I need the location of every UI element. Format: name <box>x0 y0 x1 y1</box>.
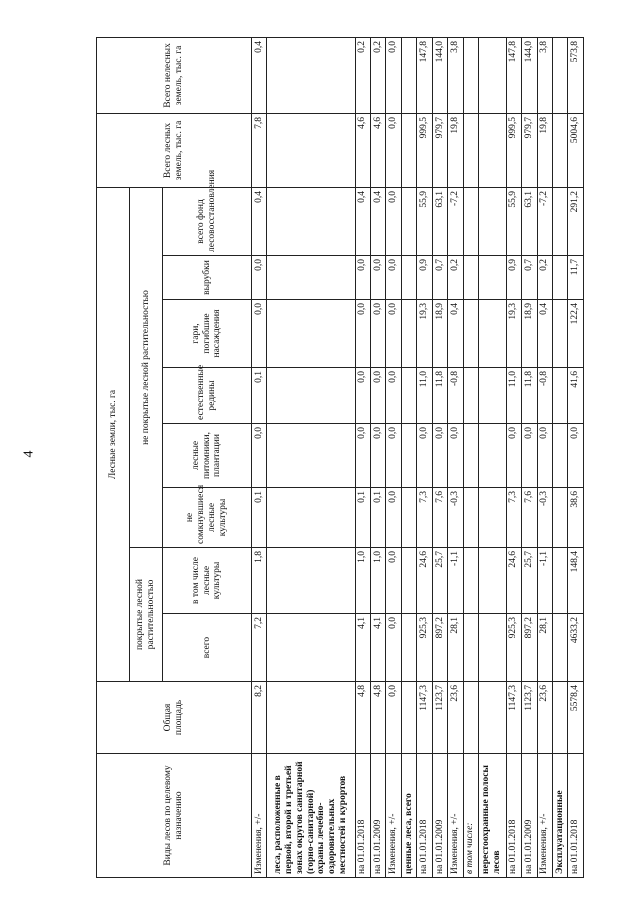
table-cell <box>267 256 355 300</box>
header-covered-all: всего <box>163 614 252 682</box>
table-cell <box>463 300 478 368</box>
table-cell: 0,0 <box>417 424 432 488</box>
table-cell: 979,7 <box>522 113 537 187</box>
table-cell: 0,0 <box>371 256 386 300</box>
table-cell: 63,1 <box>522 187 537 255</box>
table-cell <box>267 368 355 424</box>
header-nurseries: лесные питомники, плантации <box>163 424 252 488</box>
table-cell: 0,0 <box>386 614 401 682</box>
table-cell: 0,0 <box>386 113 401 187</box>
header-cuttings: вырубки <box>163 256 252 300</box>
row-label: Изменения, +/- <box>386 754 401 878</box>
table-cell <box>401 256 416 300</box>
table-cell <box>463 488 478 548</box>
table-cell: 0,4 <box>537 300 552 368</box>
table-cell: 144,0 <box>522 37 537 113</box>
table-cell <box>479 256 507 300</box>
table-row <box>371 37 386 877</box>
table-header <box>97 37 252 877</box>
table-cell: 0,1 <box>355 488 370 548</box>
table-row <box>522 37 537 877</box>
table-cell <box>552 424 567 488</box>
table-cell: 63,1 <box>432 187 447 255</box>
table-cell: 999,5 <box>506 113 521 187</box>
row-label: Изменения, +/- <box>448 754 463 878</box>
table-cell: 1,8 <box>252 548 267 614</box>
row-label: на 01.01.2018 <box>506 754 521 878</box>
table-cell: 0,0 <box>386 300 401 368</box>
table-row <box>417 37 432 877</box>
table-cell: 23,6 <box>537 682 552 754</box>
table-cell <box>552 548 567 614</box>
table-cell <box>552 300 567 368</box>
row-label: нерестоохранные полосы лесов <box>479 754 507 878</box>
table-cell: 0,0 <box>371 300 386 368</box>
table-cell <box>463 682 478 754</box>
table-cell: 11,8 <box>522 368 537 424</box>
table-cell: 0,7 <box>432 256 447 300</box>
table-cell: 18,9 <box>522 300 537 368</box>
table-cell <box>267 424 355 488</box>
table-cell: 0,0 <box>432 424 447 488</box>
table-cell: 0,0 <box>537 424 552 488</box>
table-cell: 19,3 <box>506 300 521 368</box>
table-cell: 0,0 <box>386 488 401 548</box>
table-cell <box>463 548 478 614</box>
table-cell <box>479 187 507 255</box>
row-label: леса, расположенные в первой, второй и третьей зонах округов санитарной (горно-санитарной) охраны лечебно-оздоровительных местностей и курортов <box>267 754 355 878</box>
table-cell <box>479 368 507 424</box>
table-cell: 897,2 <box>432 614 447 682</box>
table-cell <box>552 37 567 113</box>
table-cell: 41,6 <box>568 368 584 424</box>
table-cell: 0,9 <box>417 256 432 300</box>
table-cell: 0,0 <box>568 424 584 488</box>
table-cell <box>479 548 507 614</box>
table-cell: -0,8 <box>448 368 463 424</box>
table-cell <box>267 614 355 682</box>
table-cell: 4,6 <box>355 113 370 187</box>
header-forest-lands: Лесные земли, тыс. га <box>97 187 130 681</box>
header-natural-sparse: естественные редины <box>163 368 252 424</box>
table-cell: 0,1 <box>252 488 267 548</box>
table-cell <box>401 368 416 424</box>
table-cell: 55,9 <box>506 187 521 255</box>
table-cell: 573,8 <box>568 37 584 113</box>
table-cell: 1,0 <box>371 548 386 614</box>
header-forest-type: Виды лесов по целевому назначению <box>97 754 252 878</box>
table-cell <box>267 37 355 113</box>
table-cell <box>267 682 355 754</box>
table-cell: -7,2 <box>537 187 552 255</box>
table-cell <box>463 424 478 488</box>
table-cell <box>552 256 567 300</box>
table-cell: 7,3 <box>506 488 521 548</box>
table-cell <box>463 368 478 424</box>
table-cell <box>552 488 567 548</box>
header-covered-cultures: в том числе лесные культуры <box>163 548 252 614</box>
table-cell: 0,1 <box>371 488 386 548</box>
table-cell: 5004,6 <box>568 113 584 187</box>
table-cell: 28,1 <box>537 614 552 682</box>
table-cell: 25,7 <box>522 548 537 614</box>
table-cell: 0,4 <box>355 187 370 255</box>
table-row <box>552 37 567 877</box>
table-cell: 897,2 <box>522 614 537 682</box>
table-cell <box>552 187 567 255</box>
table-cell: 3,8 <box>537 37 552 113</box>
table-cell: 0,0 <box>355 300 370 368</box>
page-number: 4 <box>21 450 37 458</box>
table-cell: 0,4 <box>252 37 267 113</box>
row-label: на 01.01.2018 <box>417 754 432 878</box>
table-cell: 147,8 <box>506 37 521 113</box>
table-cell <box>479 424 507 488</box>
table-cell: 4,8 <box>355 682 370 754</box>
rotated-table-wrapper <box>96 38 584 878</box>
table-cell <box>401 488 416 548</box>
header-burnt: гари, погибшие насаждения <box>163 300 252 368</box>
table-row <box>506 37 521 877</box>
header-not-covered: не покрытые лесной растительностью <box>130 187 163 547</box>
table-cell <box>401 300 416 368</box>
table-cell: 0,2 <box>448 256 463 300</box>
table-cell: 0,0 <box>386 37 401 113</box>
table-row <box>448 37 463 877</box>
table-cell: 1123,7 <box>522 682 537 754</box>
row-label: в том числе: <box>463 754 478 878</box>
table-cell: 7,6 <box>522 488 537 548</box>
table-cell <box>552 682 567 754</box>
table-cell: 11,0 <box>417 368 432 424</box>
table-cell: 0,9 <box>506 256 521 300</box>
table-cell <box>463 37 478 113</box>
header-forest-total: Всего лесных земель, тыс. га <box>97 113 252 187</box>
table-cell <box>463 113 478 187</box>
table-cell: 144,0 <box>432 37 447 113</box>
table-row <box>479 37 507 877</box>
table-cell: 0,0 <box>448 424 463 488</box>
table-cell <box>267 548 355 614</box>
table-row <box>432 37 447 877</box>
table-cell: 0,0 <box>522 424 537 488</box>
table-cell: 147,8 <box>417 37 432 113</box>
table-row <box>568 37 584 877</box>
table-cell <box>552 614 567 682</box>
table-cell <box>401 187 416 255</box>
table-row <box>252 37 267 877</box>
table-cell: 0,0 <box>386 256 401 300</box>
row-label: на 01.01.2009 <box>371 754 386 878</box>
table-cell: 0,0 <box>371 424 386 488</box>
table-cell: 7,2 <box>252 614 267 682</box>
table-cell: 291,2 <box>568 187 584 255</box>
table-cell: 11,8 <box>432 368 447 424</box>
table-cell: 0,0 <box>506 424 521 488</box>
table-cell: 148,4 <box>568 548 584 614</box>
table-cell: 925,3 <box>506 614 521 682</box>
table-row <box>267 37 355 877</box>
table-cell: 0,2 <box>537 256 552 300</box>
header-nonforest-total: Всего нелесных земель, тыс. га <box>97 37 252 113</box>
table-cell: 28,1 <box>448 614 463 682</box>
table-cell <box>463 187 478 255</box>
table-cell <box>463 614 478 682</box>
table-cell: 4,1 <box>355 614 370 682</box>
table-cell <box>267 488 355 548</box>
table-cell: 0,0 <box>355 256 370 300</box>
table-cell: 7,6 <box>432 488 447 548</box>
table-cell: 1123,7 <box>432 682 447 754</box>
table-cell: 7,3 <box>417 488 432 548</box>
table-row <box>386 37 401 877</box>
table-cell: 4,6 <box>371 113 386 187</box>
table-body <box>252 37 584 877</box>
table-cell: 0,0 <box>371 368 386 424</box>
table-cell: -7,2 <box>448 187 463 255</box>
table-cell: 0,0 <box>252 300 267 368</box>
table-row <box>537 37 552 877</box>
table-cell: 1,0 <box>355 548 370 614</box>
row-label: на 01.01.2009 <box>522 754 537 878</box>
table-cell <box>267 187 355 255</box>
row-label: Изменения, +/- <box>252 754 267 878</box>
table-cell: 24,6 <box>417 548 432 614</box>
table-cell: 4633,2 <box>568 614 584 682</box>
table-cell: 4,8 <box>371 682 386 754</box>
table-cell: 19,3 <box>417 300 432 368</box>
table-row <box>463 37 478 877</box>
forest-land-table <box>96 37 584 878</box>
table-cell: 0,0 <box>355 368 370 424</box>
table-cell <box>479 300 507 368</box>
table-cell: 1147,3 <box>506 682 521 754</box>
header-covered: покрытые лесной растительностью <box>130 548 163 682</box>
table-cell: 18,9 <box>432 300 447 368</box>
table-cell: 0,4 <box>371 187 386 255</box>
header-not-closed-cultures: не сомкнувшиеся лесные культуры <box>163 488 252 548</box>
table-cell: 0,0 <box>252 256 267 300</box>
table-cell: 0,2 <box>371 37 386 113</box>
table-cell: 4,1 <box>371 614 386 682</box>
table-cell: 0,4 <box>448 300 463 368</box>
table-cell: -0,8 <box>537 368 552 424</box>
table-cell: 24,6 <box>506 548 521 614</box>
table-cell: 1147,3 <box>417 682 432 754</box>
table-cell <box>401 682 416 754</box>
table-row <box>401 37 416 877</box>
table-cell <box>479 113 507 187</box>
table-cell <box>401 37 416 113</box>
table-cell: 0,0 <box>355 424 370 488</box>
table-cell <box>401 113 416 187</box>
table-cell: 999,5 <box>417 113 432 187</box>
table-cell: -1,1 <box>537 548 552 614</box>
table-cell <box>401 614 416 682</box>
table-cell: 38,6 <box>568 488 584 548</box>
row-label: ценные леса, всего <box>401 754 416 878</box>
table-cell: 0,0 <box>386 187 401 255</box>
table-cell: 925,3 <box>417 614 432 682</box>
table-cell: 19,8 <box>448 113 463 187</box>
table-cell: -0,3 <box>448 488 463 548</box>
table-cell: 23,6 <box>448 682 463 754</box>
table-cell <box>401 548 416 614</box>
table-cell: 0,0 <box>386 424 401 488</box>
table-cell <box>479 37 507 113</box>
table-cell: 0,4 <box>252 187 267 255</box>
table-cell <box>463 256 478 300</box>
table-cell: 979,7 <box>432 113 447 187</box>
table-cell: 11,0 <box>506 368 521 424</box>
table-cell: 11,7 <box>568 256 584 300</box>
table-cell <box>267 300 355 368</box>
header-total-area: Общая площадь <box>97 682 252 754</box>
row-label: Изменения, +/- <box>537 754 552 878</box>
table-cell: 0,1 <box>252 368 267 424</box>
table-cell: 55,9 <box>417 187 432 255</box>
table-cell: 122,4 <box>568 300 584 368</box>
table-cell: 0,7 <box>522 256 537 300</box>
row-label: Эксплуатационные <box>552 754 567 878</box>
table-cell <box>479 614 507 682</box>
table-cell: 0,0 <box>386 548 401 614</box>
row-label: на 01.01.2018 <box>568 754 584 878</box>
table-row <box>355 37 370 877</box>
table-cell <box>267 113 355 187</box>
header-reforestation-fund: всего фонд лесовосстановления <box>163 187 252 255</box>
table-cell: 8,2 <box>252 682 267 754</box>
table-cell <box>401 424 416 488</box>
table-cell: 3,8 <box>448 37 463 113</box>
table-cell: 5578,4 <box>568 682 584 754</box>
table-cell <box>552 368 567 424</box>
table-cell: -1,1 <box>448 548 463 614</box>
table-cell: 0,0 <box>252 424 267 488</box>
table-cell: -0,3 <box>537 488 552 548</box>
row-label: на 01.01.2018 <box>355 754 370 878</box>
row-label: на 01.01.2009 <box>432 754 447 878</box>
table-cell <box>479 488 507 548</box>
table-cell: 0,0 <box>386 368 401 424</box>
table-cell: 7,8 <box>252 113 267 187</box>
table-cell <box>479 682 507 754</box>
table-cell: 0,0 <box>386 682 401 754</box>
table-cell <box>552 113 567 187</box>
table-cell: 25,7 <box>432 548 447 614</box>
table-cell: 19,8 <box>537 113 552 187</box>
table-cell: 0,2 <box>355 37 370 113</box>
